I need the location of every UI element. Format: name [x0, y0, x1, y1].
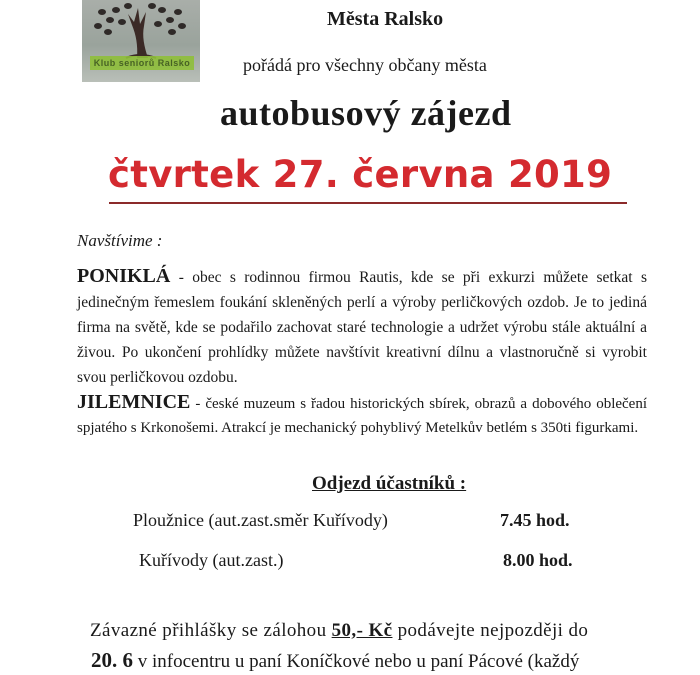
- stop-time: 8.00 hod.: [503, 550, 573, 570]
- organizer-name: Města Ralsko: [327, 8, 444, 30]
- place-description: obec s rodinnou firmou Rautis, kde se při exkurzi můžete setkat s jedinečným řemeslem foukání skleněných perlí a výroby perličkových ozdob. Je to jediná firma na světě, kde se podařilo zachovat staré technologie a udržet výrobu stále aktuální a živou. Po ukončení prohlídky můžete navštívit kreativní dílnu a vlastnoručně si vyrobit svou perličkovou ozdobu.: [77, 269, 647, 386]
- subtitle: pořádá pro všechny občany města: [243, 55, 487, 75]
- deadline-date: 20. 6: [91, 648, 133, 672]
- place-description: české muzeum s řadou historických sbírek, obrazů a dobového oblečení spjatého s Krkonošemi. Atrakcí je mechanický pohyblivý Metelkův betlém s 350ti figurkami.: [77, 396, 648, 436]
- place-jilemnice: JILEMNICE - české muzeum s řadou historických sbírek, obrazů a dobového oblečení spjatého s Krkonošemi. Atrakcí je mechanický pohyblivý Metelkův betlém s 350ti figurkami.: [77, 391, 648, 436]
- date-underline: [109, 202, 627, 204]
- departure-heading: Odjezd účastníků :: [312, 473, 467, 494]
- visit-label: Navštívime :: [77, 231, 163, 250]
- logo-caption: Klub seniorů Ralsko: [90, 56, 194, 70]
- place-name: PONIKLÁ: [77, 265, 171, 287]
- event-date: čtvrtek 27. června 2019: [108, 153, 613, 196]
- stop-place: Ploužnice (aut.zast.směr Kuřívody): [133, 510, 388, 530]
- stop-time: 7.45 hod.: [500, 510, 570, 530]
- place-ponikla: PONIKLÁ - obec s rodinnou firmou Rautis, kde se při exkurzi můžete setkat s jedinečným řemeslem foukání skleněných perlí a výroby perličkových ozdob. Je to jediná firma na světě, kde se podařilo zachovat staré technologie a udržet výrobu stále aktuální a živou. Po ukončení prohlídky můžete navštívit kreativní dílnu a vlastnoručně si vyrobit svou perličkovou ozdobu.: [77, 265, 647, 386]
- page-title: autobusový zájezd: [220, 93, 512, 133]
- registration-line-2: 20. 6 v infocentru u paní Koníčkové nebo u paní Pácové (každý: [91, 648, 580, 672]
- stop-place: Kuřívody (aut.zast.): [139, 550, 284, 570]
- club-logo: [82, 0, 200, 82]
- registration-line-1: Závazné přihlášky se zálohou 50,- Kč podávejte nejpozději do: [90, 620, 589, 641]
- deposit-amount: 50,- Kč: [331, 620, 393, 641]
- place-name: JILEMNICE: [77, 391, 191, 413]
